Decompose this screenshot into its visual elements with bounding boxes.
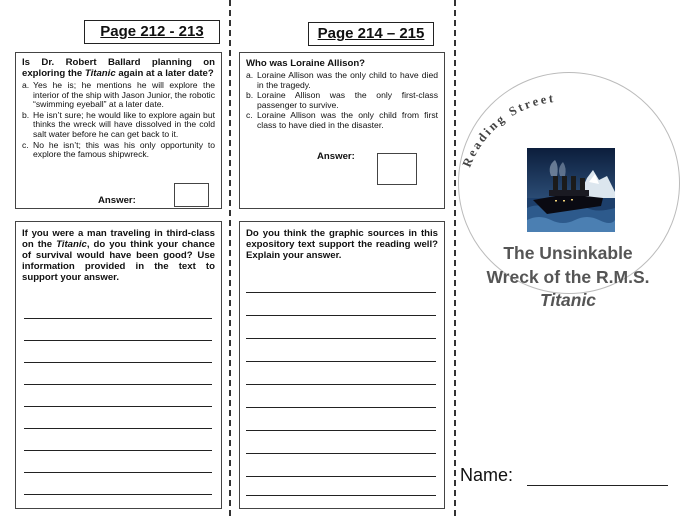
- answer-line[interactable]: [24, 472, 212, 473]
- fold-line-right: [454, 0, 456, 516]
- answer-label: Answer:: [98, 195, 136, 206]
- question-graphic-sources: Do you think the graphic sources in this expository text support the reading well? Explain your answer.: [246, 228, 438, 261]
- answer-line[interactable]: [24, 340, 212, 341]
- option-b[interactable]: b. He isn’t sure; he would like to explore again but thinks the wreck will have dissolved in the cold salt water before he can get back to it.: [22, 109, 215, 139]
- page-label-214-215: Page 214 – 215: [308, 22, 434, 46]
- option-b[interactable]: b. Loraine Allison was the only first-class passenger to survive.: [246, 90, 438, 110]
- answer-line[interactable]: [24, 318, 212, 319]
- question-box-ballard: [15, 52, 222, 209]
- answer-line[interactable]: [246, 495, 436, 496]
- writing-box-third-class: [15, 221, 222, 509]
- answer-line[interactable]: [246, 361, 436, 362]
- titanic-ship-image: [527, 148, 615, 232]
- answer-line[interactable]: [246, 315, 436, 316]
- option-a[interactable]: a. Yes he is; he mentions he will explore the interior of the ship with Jason Junior, the robotic “swimming eyeball” at a later date.: [22, 80, 215, 110]
- answer-line[interactable]: [24, 450, 212, 451]
- name-label: Name:: [460, 465, 514, 485]
- question-box-allison: [239, 52, 445, 209]
- question-third-class: If you were a man traveling in third-class on the Titanic, do you think your chance of survival would have been good? Use information provided in the text to support your answer.: [22, 228, 215, 283]
- answer-line[interactable]: [24, 428, 212, 429]
- writing-box-graphic-sources: [239, 221, 445, 509]
- cover-title-line2: Wreck of the R.M.S.: [486, 267, 650, 287]
- arc-label: Reading Street: [459, 90, 557, 170]
- answer-line[interactable]: [246, 407, 436, 408]
- name-field[interactable]: [527, 485, 668, 486]
- answer-line[interactable]: [246, 292, 436, 293]
- cover-title-line1: The Unsinkable: [503, 243, 633, 263]
- options-allison: [246, 71, 438, 131]
- option-c[interactable]: c. No he isn’t; this was his only opportunity to explore the famous shipwreck.: [22, 139, 215, 160]
- answer-label: Answer:: [317, 151, 355, 162]
- cover-title-line3: Titanic: [539, 290, 597, 310]
- question-allison: Who was Loraine Allison?: [246, 58, 366, 69]
- answer-line[interactable]: [24, 494, 212, 495]
- answer-line[interactable]: [246, 453, 436, 454]
- answer-line[interactable]: [246, 384, 436, 385]
- answer-line[interactable]: [24, 362, 212, 363]
- option-a[interactable]: a. Loraine Allison was the only child to have died in the tragedy.: [246, 70, 438, 90]
- answer-line[interactable]: [24, 384, 212, 385]
- options-ballard: [22, 81, 215, 160]
- answer-line[interactable]: [24, 406, 212, 407]
- option-c[interactable]: c. Loraine Allison was the only child from first class to have died in the disaster.: [246, 110, 438, 130]
- fold-line-left: [229, 0, 231, 516]
- answer-box[interactable]: [174, 183, 209, 207]
- answer-box[interactable]: [377, 153, 417, 185]
- page-label-212-213: Page 212 - 213: [84, 20, 220, 44]
- answer-line[interactable]: [246, 430, 436, 431]
- answer-line[interactable]: [246, 476, 436, 477]
- question-ballard: Is Dr. Robert Ballard planning on exploring the Titanic again at a later date?: [22, 57, 215, 79]
- answer-line[interactable]: [246, 338, 436, 339]
